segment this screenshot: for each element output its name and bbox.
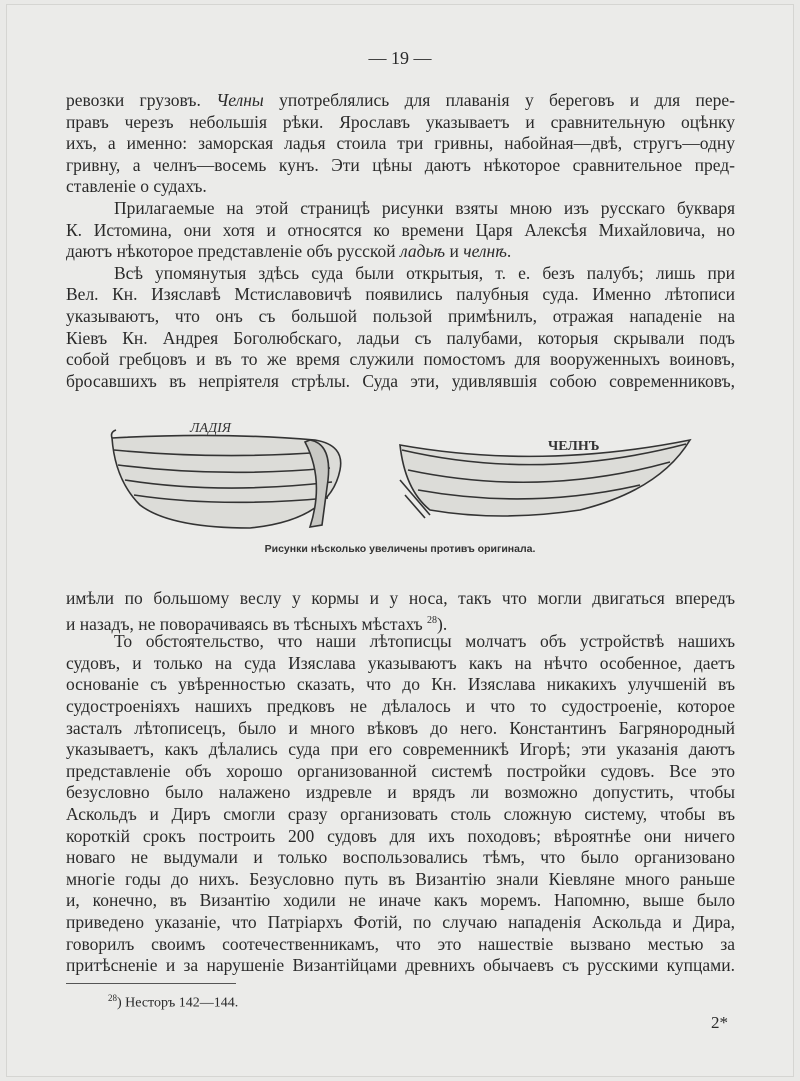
text-line: Прилагаемые на этой страницѣ рисунки взяты мною изъ русскаго букваря: [114, 197, 735, 218]
text-line: [66, 610, 735, 632]
text-line: [66, 90, 735, 112]
italic-term: ладьѣ: [400, 241, 446, 262]
footnote-mark: 28: [108, 993, 117, 1003]
text-block-top: [66, 90, 735, 392]
text-line: притѣсненіе и за нарушеніе Византійцами древнихъ обычаевъ съ русскими купцами.: [66, 955, 735, 976]
text-line: Вел. Кн. Изяславѣ Мстиславовичѣ появились палубныя суда. Именно лѣтописи: [66, 284, 735, 305]
text: ).: [437, 613, 448, 634]
text-line: засталъ лѣтописецъ, было и много вѣковъ до него. Константинъ Багрянородный: [66, 717, 735, 738]
text-line: [66, 241, 735, 263]
text-line: Кіевъ Кн. Андрея Боголюбскаго, ладьи съ палубами, которыя скрывали подъ: [66, 327, 735, 348]
text-line: То обстоятельство, что наши лѣтописцы молчатъ объ устройствѣ нашихъ: [114, 631, 735, 652]
footnote-divider: [66, 983, 236, 984]
text-line: К. Истомина, они хотя и относятся ко времени Царя Алексѣя Михайловича, но: [66, 219, 735, 240]
text-line: указываетъ, какъ дѣлались суда при его современникѣ Игорѣ; эти указанія даютъ: [66, 739, 735, 760]
text: .: [506, 241, 512, 262]
italic-term: челнѣ: [463, 241, 507, 262]
cheln-drawing: [400, 440, 690, 518]
text: употреблялись для плаванія у береговъ и для пере-: [263, 90, 736, 110]
footnote: [108, 993, 238, 1012]
text-line: судовъ, и только на суда Изяслава указываютъ какъ на нѣчто особенное, даетъ: [66, 652, 735, 673]
text: и: [445, 241, 464, 262]
text-line: короткій срокъ построить 200 судовъ для ихъ походовъ; вѣроятнѣе они ничего: [66, 825, 735, 846]
ladia-drawing: [112, 430, 341, 528]
footnote-text: ) Несторъ 142—144.: [117, 995, 239, 1011]
text: ревозки грузовъ.: [66, 90, 217, 110]
italic-term: Челны: [216, 90, 264, 110]
text-line: и, конечно, въ Византію ходили не иначе какъ моремъ. Напомню, выше было: [66, 890, 735, 911]
text-line: основаніе съ увѣренностью сказать, что до Кн. Изяслава никакихъ улучшеній въ: [66, 674, 735, 695]
boats-illustration: [100, 410, 700, 545]
text-line: Аскольдъ и Диръ смогли сразу организовать столь сложную систему, чтобы въ: [66, 803, 735, 824]
text-line: имѣли по большому веслу у кормы и у носа, такъ что могли двигаться впередъ: [66, 588, 735, 608]
ladia-label: ЛАДІЯ: [190, 421, 232, 436]
signature-mark: 2*: [711, 1013, 728, 1032]
cheln-label: ЧЕЛНЪ: [548, 439, 600, 454]
text-line: правъ черезъ небольшія рѣки. Ярославъ указываетъ и сравнительную оцѣнку: [66, 111, 735, 132]
text-line: собой гребцовъ и въ то же время служили помостомъ для вооруженныхъ воиновъ,: [66, 349, 735, 370]
text-block-bottom: [66, 588, 735, 977]
page-number: — 19 —: [368, 48, 432, 68]
text-line: безусловно было налажено издревле и врядъ ли возможно допустить, чтобы: [66, 782, 735, 803]
figure-caption: Рисунки нѣсколько увеличены противъ оригинала.: [264, 543, 536, 555]
text: даютъ нѣкоторое представленіе объ русской: [66, 241, 401, 262]
text-line: приведено указаніе, что Патріархъ Фотій, по случаю нападенія Аскольда и Дира,: [66, 911, 735, 932]
text-line: новаго не выдумали и только воспользовались тѣмъ, что было организовано: [66, 847, 735, 868]
text-line: гривну, а челнъ—восемь кунъ. Эти цѣны даютъ нѣкоторое сравнительное пред-: [66, 154, 735, 175]
text-line: Всѣ упомянутыя здѣсь суда были открытыя, т. е. безъ палубъ; лишь при: [114, 262, 735, 283]
text-line: ихъ, а именно: заморская ладья стоила три гривны, набойная—двѣ, стругъ—одну: [66, 133, 735, 154]
text-line: многіе годы до нихъ. Безусловно путь въ Византію знали Кіевляне много раньше: [66, 868, 735, 889]
text-line: указываютъ, что онъ съ большой пользой примѣнилъ, отражая нападеніе на: [66, 305, 735, 326]
text-line: представленіе объ хорошо организованной системѣ постройки судовъ. Все это: [66, 760, 735, 781]
footnote-ref[interactable]: 28: [427, 614, 438, 626]
text-line: ставленіе о судахъ.: [66, 176, 207, 197]
text-line: говорилъ своимъ соотечественникамъ, что это нашествіе вызвано местью за: [66, 933, 735, 954]
text-line: бросавшихъ въ непріятеля стрѣлы. Суда эти, удивлявшія собою современниковъ,: [66, 370, 735, 391]
text: и назадъ, не поворачиваясь въ тѣсныхъ мѣстахъ: [66, 613, 428, 634]
text-line: судостроеніяхъ нашихъ предковъ не дѣлалось и что то судостроеніе, которое: [66, 695, 735, 716]
